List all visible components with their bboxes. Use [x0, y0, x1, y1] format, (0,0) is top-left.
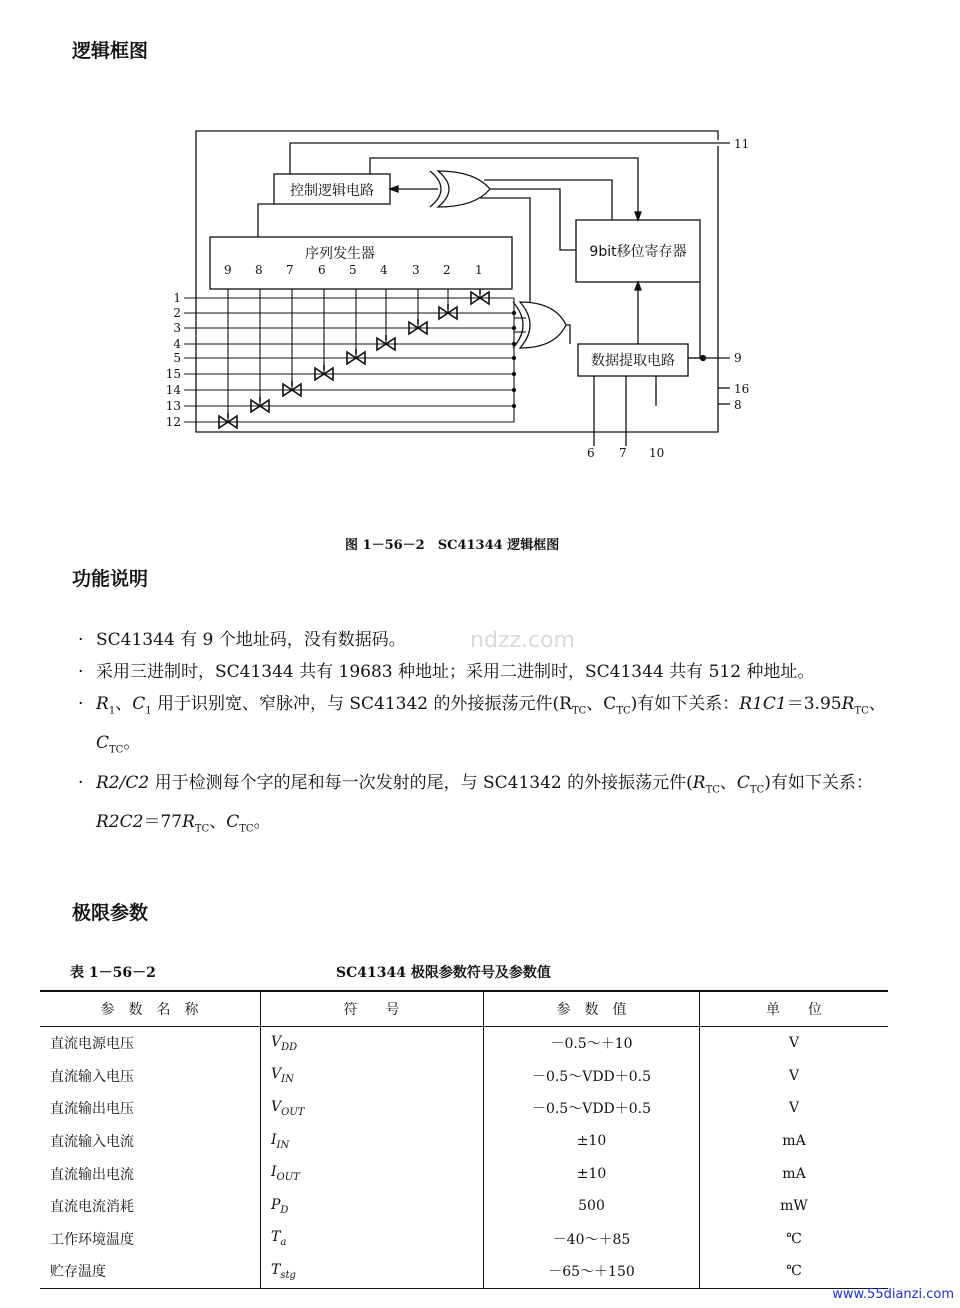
seq-output-label: 9: [224, 263, 232, 277]
param-unit: mA: [700, 1125, 889, 1158]
param-symbol: $V_{IN}$: [261, 1060, 484, 1093]
list-item: · SC41344 有 9 个地址码，没有数据码。: [78, 630, 406, 650]
table-row: [40, 1092, 888, 1125]
seq-output-label: 5: [349, 263, 357, 277]
param-name: 直流电源电压: [50, 1036, 134, 1053]
param-value: 500: [484, 1190, 700, 1223]
param-name: 直流输入电压: [50, 1068, 134, 1085]
table-row: [40, 1190, 888, 1223]
column-header: 参 数 名 称: [40, 991, 261, 1027]
site-watermark[interactable]: www.55dianzi.com: [832, 1287, 954, 1302]
table-row: [40, 1060, 888, 1093]
or-gate-lower: [520, 302, 566, 348]
left-pin-label: 12: [165, 415, 181, 429]
pin-9-label: 9: [734, 351, 742, 365]
table-number: 表 1－56－2: [70, 965, 156, 981]
figure-caption: 图 1－56－2 SC41344 逻辑框图: [345, 538, 560, 553]
sequence-generator-label: 序列发生器: [305, 246, 375, 262]
param-value: －0.5～VDD＋0.5: [484, 1060, 700, 1093]
logic-block-diagram: [0, 0, 960, 520]
seq-output-label: 4: [380, 263, 388, 277]
bottom-pin-label: 10: [649, 446, 665, 460]
left-pin-label: 2: [173, 306, 181, 320]
param-symbol: $V_{DD}$: [261, 1027, 484, 1060]
shift-register-label: 9bit移位寄存器: [589, 244, 687, 260]
param-value: －0.5～＋10: [484, 1027, 700, 1060]
param-unit: mW: [700, 1190, 889, 1223]
or-gate-top: [438, 171, 490, 207]
pin-16-label: 16: [734, 382, 750, 396]
left-pin-label: 1: [173, 291, 181, 305]
param-value: －65～＋150: [484, 1255, 700, 1288]
section-heading-function: 功能说明: [72, 568, 149, 590]
table-row: [40, 1223, 888, 1256]
list-item: · 采用三进制时，SC41344 共有 19683 种地址；采用二进制时，SC41344 共有 512 种地址。: [78, 662, 815, 682]
left-pin-label: 15: [165, 367, 181, 381]
param-value: －40～＋85: [484, 1223, 700, 1256]
list-item: · $R_1$、$C_1$ 用于识别宽、窄脉冲，与 SC41342 的外接振荡元件($R_{TC}$、$C_{TC}$)有如下关系：$R1C1=3.95R_{TC}$、$C_{TC}$。: [78, 694, 886, 756]
param-unit: ℃: [700, 1255, 889, 1288]
param-symbol: $P_D$: [261, 1190, 484, 1223]
faint-watermark: ndzz.com: [470, 628, 575, 653]
seq-output-label: 2: [443, 263, 451, 277]
function-list: [78, 624, 898, 846]
seq-output-label: 3: [412, 263, 420, 277]
param-name: 直流输出电流: [50, 1166, 134, 1183]
param-symbol: $I_{IN}$: [261, 1125, 484, 1158]
table-row: [40, 1125, 888, 1158]
param-name: 工作环境温度: [50, 1231, 134, 1248]
param-value: ±10: [484, 1157, 700, 1190]
column-header: 符 号: [261, 991, 484, 1027]
table-row: [40, 1255, 888, 1288]
param-name: 直流电流消耗: [50, 1199, 134, 1216]
bottom-pin-label: 6: [587, 446, 595, 460]
param-unit: V: [700, 1092, 889, 1125]
param-value: ±10: [484, 1125, 700, 1158]
data-extract-label: 数据提取电路: [591, 353, 675, 369]
param-symbol: $V_{OUT}$: [261, 1092, 484, 1125]
left-pin-label: 13: [165, 399, 181, 413]
left-pin-label: 14: [165, 383, 181, 397]
section-heading-logic: 逻辑框图: [72, 40, 149, 62]
pin-8-label: 8: [734, 398, 742, 412]
param-name: 直流输出电压: [50, 1101, 134, 1118]
limit-parameter-table: [40, 990, 888, 1289]
param-unit: ℃: [700, 1223, 889, 1256]
param-symbol: $T_{stg}$: [261, 1255, 484, 1288]
param-symbol: $I_{OUT}$: [261, 1157, 484, 1190]
param-value: －0.5～VDD＋0.5: [484, 1092, 700, 1125]
table-title: SC41344 极限参数符号及参数值: [336, 965, 551, 981]
param-name: 直流输入电流: [50, 1134, 134, 1151]
bottom-pin-label: 7: [619, 446, 627, 460]
column-header: 单 位: [700, 991, 889, 1027]
seq-output-label: 7: [286, 263, 294, 277]
column-header: 参 数 值: [484, 991, 700, 1027]
table-row: [40, 1157, 888, 1190]
table-row: [40, 1027, 888, 1060]
seq-output-label: 6: [318, 263, 326, 277]
list-item: · R2/C2 用于检测每个字的尾和每一次发射的尾，与 SC41342 的外接振荡元件($R_{TC}$、$C_{TC}$)有如下关系：$R2C2=77R_{TC}$、$C_{TC}$。: [78, 772, 873, 835]
param-unit: V: [700, 1027, 889, 1060]
param-name: 贮存温度: [40, 1255, 261, 1288]
param-symbol: $T_a$: [261, 1223, 484, 1256]
param-unit: V: [700, 1060, 889, 1093]
section-heading-limits: 极限参数: [72, 902, 149, 924]
control-logic-label: 控制逻辑电路: [290, 183, 374, 199]
seq-output-label: 1: [475, 263, 483, 277]
left-pin-label: 3: [173, 321, 181, 335]
left-pin-label: 5: [173, 351, 181, 365]
table-header-row: [40, 991, 888, 1027]
left-pin-label: 4: [173, 337, 181, 351]
seq-output-label: 8: [255, 263, 263, 277]
pin-11-label: 11: [734, 137, 750, 151]
param-unit: mA: [700, 1157, 889, 1190]
